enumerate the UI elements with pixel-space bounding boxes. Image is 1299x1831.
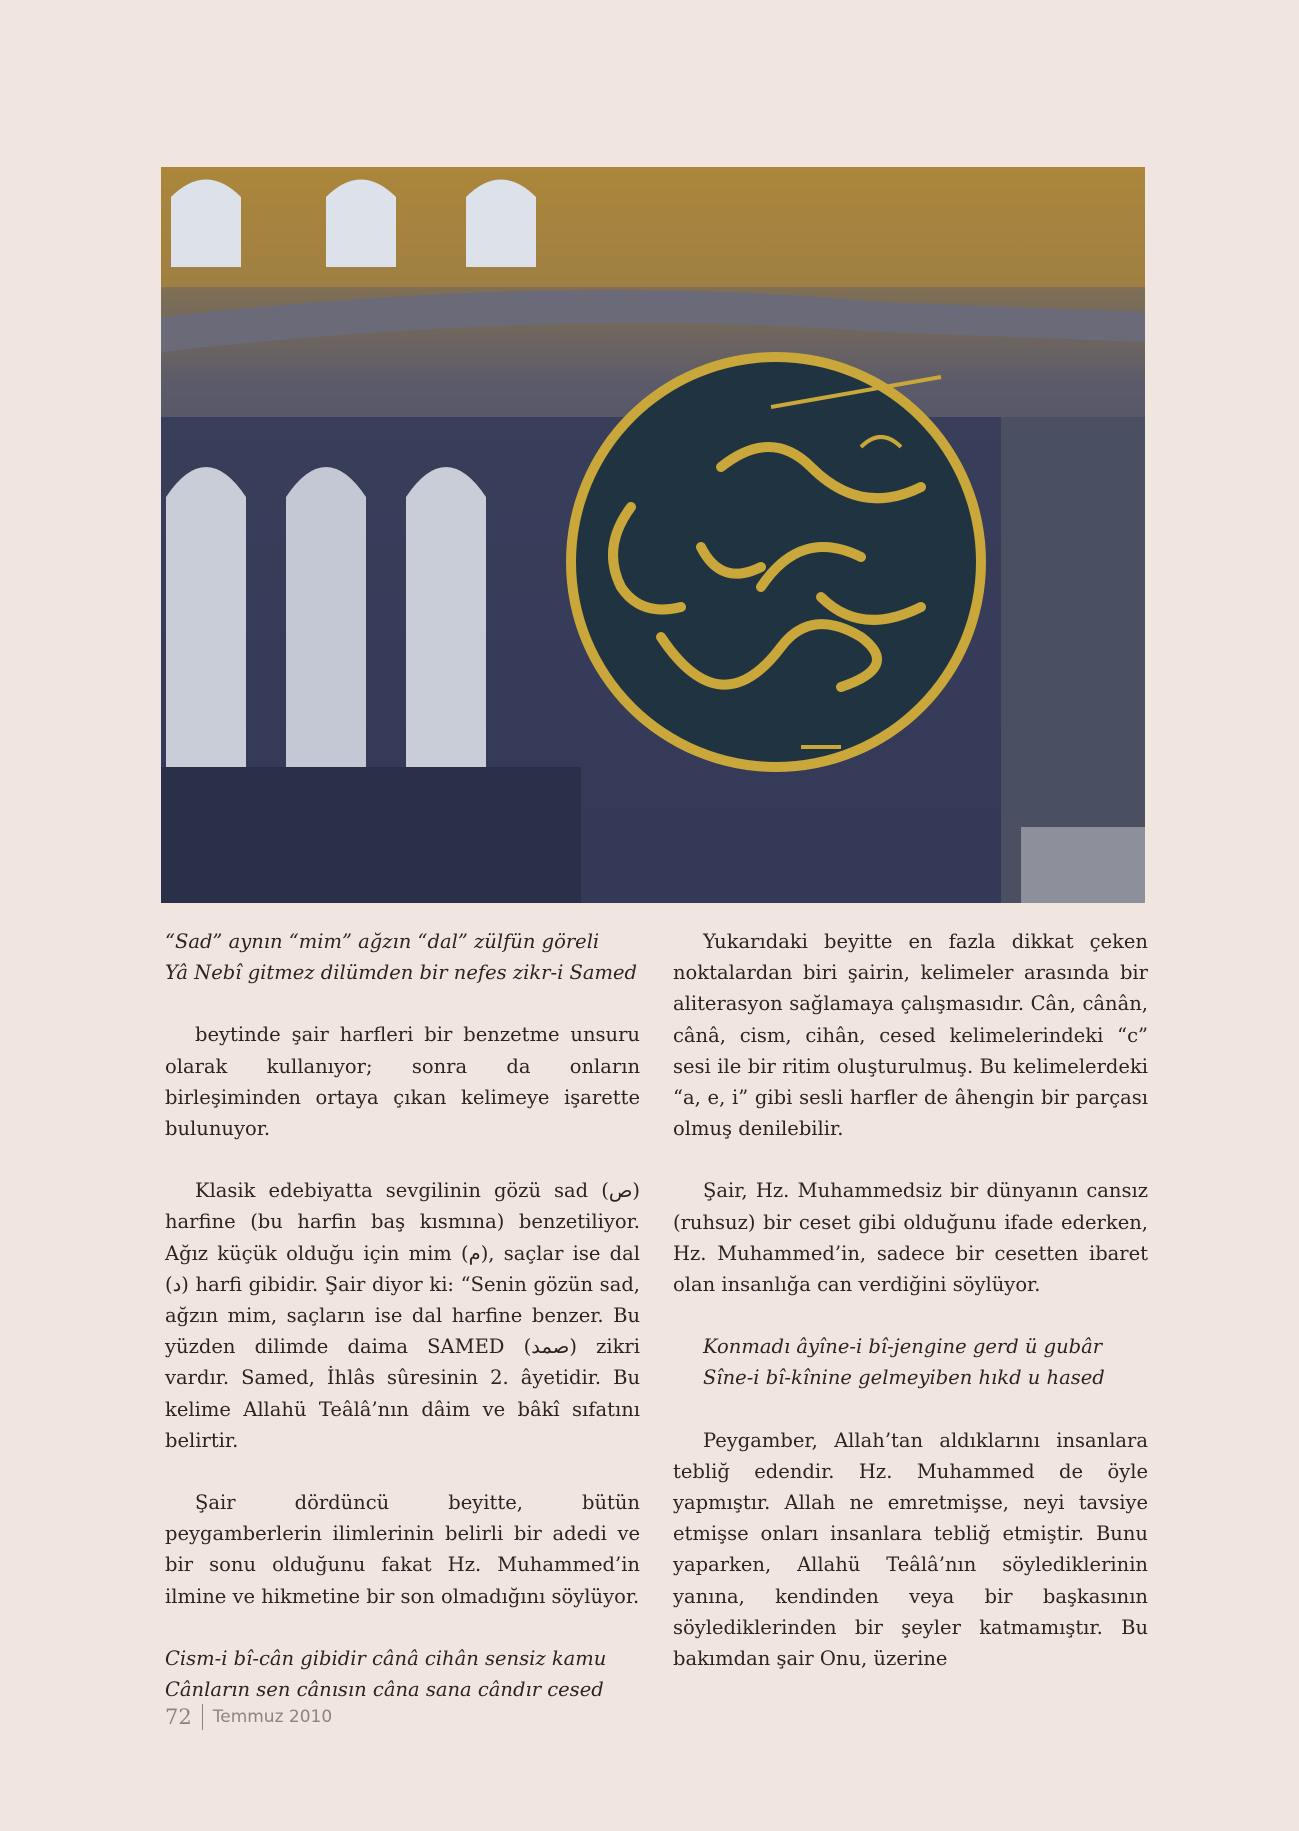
verse-line: Konmadı âyîne-i bî-jengine gerd ü gubâr: [703, 1335, 1103, 1359]
left-column: [165, 926, 640, 1736]
verse-block: [673, 1331, 1148, 1393]
right-column: [673, 926, 1148, 1705]
paragraph: Klasik edebiyatta sevgilinin gözü sad (ص) harfine (bu harfin baş kısmına) benzetiliyor. Ağız küçük olduğu için mim (م), saçlar ise dal (د) harfi gibidir. Şair diyor ki: “Senin gözün sad, ağzın mim, saçların ise dal harfine benzer. Bu yüzden dilimde daima SAMED (صمد) zikri vardır. Samed, İhlâs sûresinin 2. âyetidir. Bu kelime Allahü Teâlâ’nın dâim ve bâkî sıfatını belirtir.: [165, 1179, 640, 1452]
page-footer: [165, 1704, 332, 1730]
paragraph: Yukarıdaki beyitte en fazla dikkat çeken noktalardan biri şairin, kelimeler arasında bir aliterasyon sağlamaya çalışmasıdır. Cân, cânân, cânâ, cism, cihân, cesed kelimelerindeki “c” sesi ile bir ritim oluşturulmuş. Bu kelimelerdeki “a, e, i” gibi sesli harfler de âhengin bir parçası olmuş denilebilir.: [673, 930, 1148, 1141]
verse-line: “Sad” aynın “mim” ağzın “dal” zülfün göreli: [165, 930, 600, 953]
verse-line: Cânların sen cânısın câna sana cândır cesed: [165, 1678, 604, 1702]
verse-block: [165, 1643, 640, 1705]
verse-line: Sîne-i bî-kînine gelmeyiben hıkd u hased: [703, 1366, 1105, 1390]
issue-date: Temmuz 2010: [212, 1707, 333, 1727]
paragraph: beytinde şair harfleri bir benzetme unsuru olarak kullanıyor; sonra da onların birleşiminden ortaya çıkan kelimeye işarette bulunuyor.: [165, 1023, 640, 1141]
mosque-calligraphy-roundel-icon: [161, 167, 1145, 903]
paragraph: Şair, Hz. Muhammedsiz bir dünyanın cansız (ruhsuz) bir ceset gibi olduğunu ifade ederken, Hz. Muhammed’in, sadece bir cesetten ibaret olan insanlığa can verdiğini söylüyor.: [673, 1179, 1148, 1297]
paragraph: Peygamber, Allah’tan aldıklarını insanlara tebliğ edendir. Hz. Muhammed de öyle yapmıştır. Allah ne emretmişse, neyi tavsiye etmişse onları insanlara tebliğ etmiştir. Bunu yaparken, Allahü Teâlâ’nın söylediklerinin yanına, kendinden veya bir başkasının söylediklerinden bir şeyler katmamıştır. Bu bakımdan şair Onu, üzerine: [673, 1428, 1148, 1671]
paragraph: Şair dördüncü beyitte, bütün peygamberlerin ilimlerinin belirli bir adedi ve bir sonu olduğunu fakat Hz. Muhammed’in ilmine ve hikmetine bir son olmadığını söylüyor.: [165, 1491, 640, 1608]
footer-divider: [202, 1704, 203, 1730]
verse-line: Cism-i bî-cân gibidir cânâ cihân sensiz kamu: [165, 1646, 607, 1670]
mosque-calligraphy-photo: [161, 167, 1145, 903]
verse-line: Yâ Nebî gitmez dilümden bir nefes zikr-i Samed: [165, 961, 638, 985]
verse-block: [165, 926, 640, 988]
page-number: 72: [165, 1705, 192, 1729]
